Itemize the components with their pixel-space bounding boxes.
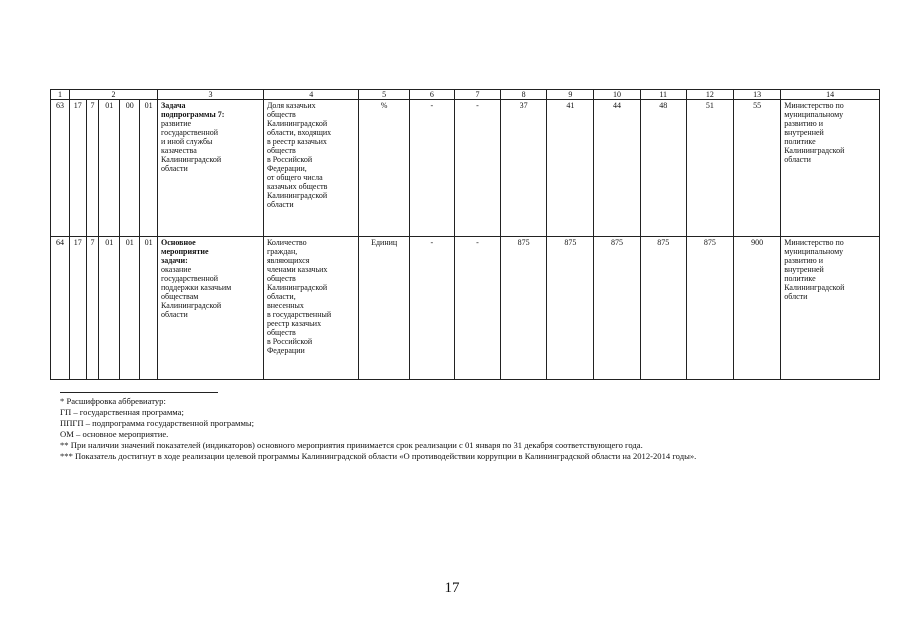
header-cell: 11 <box>640 90 686 100</box>
footnotes <box>60 392 696 462</box>
value-cell: 44 <box>594 100 640 237</box>
code-cell: 01 <box>140 237 158 380</box>
header-cell: 1 <box>51 90 70 100</box>
header-cell: 5 <box>359 90 409 100</box>
code-cell: 01 <box>140 100 158 237</box>
value-cell: 48 <box>640 100 686 237</box>
footnote-line: ГП – государственная программа; <box>60 407 184 417</box>
table-header-row <box>51 90 880 100</box>
value-cell: 875 <box>594 237 640 380</box>
value-cell: - <box>454 237 500 380</box>
task-name-cell <box>158 100 264 237</box>
value-cell: 875 <box>686 237 733 380</box>
header-cell: 12 <box>686 90 733 100</box>
code-cell: 01 <box>99 100 120 237</box>
footnote-line: ППГП – подпрограмма государственной программы; <box>60 418 255 428</box>
responsible-cell: Министерство по муниципальному развитию и внутренней политике Калининградской области <box>781 100 880 237</box>
code-cell: 01 <box>120 237 140 380</box>
value-cell: - <box>454 100 500 237</box>
header-cell: 2 <box>69 90 157 100</box>
row-number: 63 <box>51 100 70 237</box>
page-number: 17 <box>444 580 460 596</box>
value-cell: 875 <box>547 237 594 380</box>
row-number: 64 <box>51 237 70 380</box>
header-cell: 14 <box>781 90 880 100</box>
code-cell: 17 <box>69 237 86 380</box>
footnote-line: * Расшифровка аббревиатур: <box>60 396 166 406</box>
code-cell: 17 <box>69 100 86 237</box>
value-cell: 41 <box>547 100 594 237</box>
header-cell: 13 <box>733 90 780 100</box>
header-cell: 3 <box>158 90 264 100</box>
responsible-cell: Министерство по муниципальному развитию и внутренней политике Калининградской облсти <box>781 237 880 380</box>
task-title: Основное мероприятие задачи: <box>161 238 209 266</box>
footnote-line: *** Показатель достигнут в ходе реализации целевой программы Калининградской области «О противодействии коррупции в Калининградской области на 2012-2014 годы». <box>60 451 697 461</box>
header-cell: 10 <box>594 90 640 100</box>
task-description: оказание государственной поддержки казачьим обществам Калининградской области <box>161 265 232 320</box>
header-cell: 6 <box>409 90 454 100</box>
unit-cell: Единиц <box>359 237 409 380</box>
header-cell: 7 <box>454 90 500 100</box>
task-name-cell <box>158 237 264 380</box>
code-cell: 7 <box>86 237 99 380</box>
value-cell: 875 <box>501 237 547 380</box>
code-cell: 01 <box>99 237 120 380</box>
footnote-line: ОМ – основное мероприятие. <box>60 429 169 439</box>
indicator-cell: Количество граждан, являющихся членами казачьих обществ Калининградской области, внесенных в государственный реестр казачьих обществ в Российской Федерации <box>263 237 358 380</box>
header-cell: 4 <box>263 90 358 100</box>
header-cell: 9 <box>547 90 594 100</box>
code-cell: 7 <box>86 100 99 237</box>
footnote-divider <box>60 392 218 393</box>
value-cell: 51 <box>686 100 733 237</box>
header-cell: 8 <box>501 90 547 100</box>
value-cell: 900 <box>733 237 780 380</box>
code-cell: 00 <box>120 100 140 237</box>
unit-cell: % <box>359 100 409 237</box>
indicators-table <box>50 89 880 380</box>
value-cell: 875 <box>640 237 686 380</box>
value-cell: 55 <box>733 100 780 237</box>
indicator-cell: Доля казачьих обществ Калининградской области, входящих в реестр казачьих обществ в Российской Федерации, от общего числа казачьих обществ Калининградской области <box>263 100 358 237</box>
task-title: Задача подпрограммы 7: <box>161 101 225 120</box>
table-row <box>51 100 880 237</box>
footnote-line: ** При наличии значений показателей (индикаторов) основного мероприятия принимается срок реализации с 01 января по 31 декабря соответствующего года. <box>60 440 643 450</box>
task-description: развитие государственной и иной службы казачества Калининградской области <box>161 119 222 174</box>
value-cell: - <box>409 100 454 237</box>
table-row <box>51 237 880 380</box>
value-cell: 37 <box>501 100 547 237</box>
value-cell: - <box>409 237 454 380</box>
